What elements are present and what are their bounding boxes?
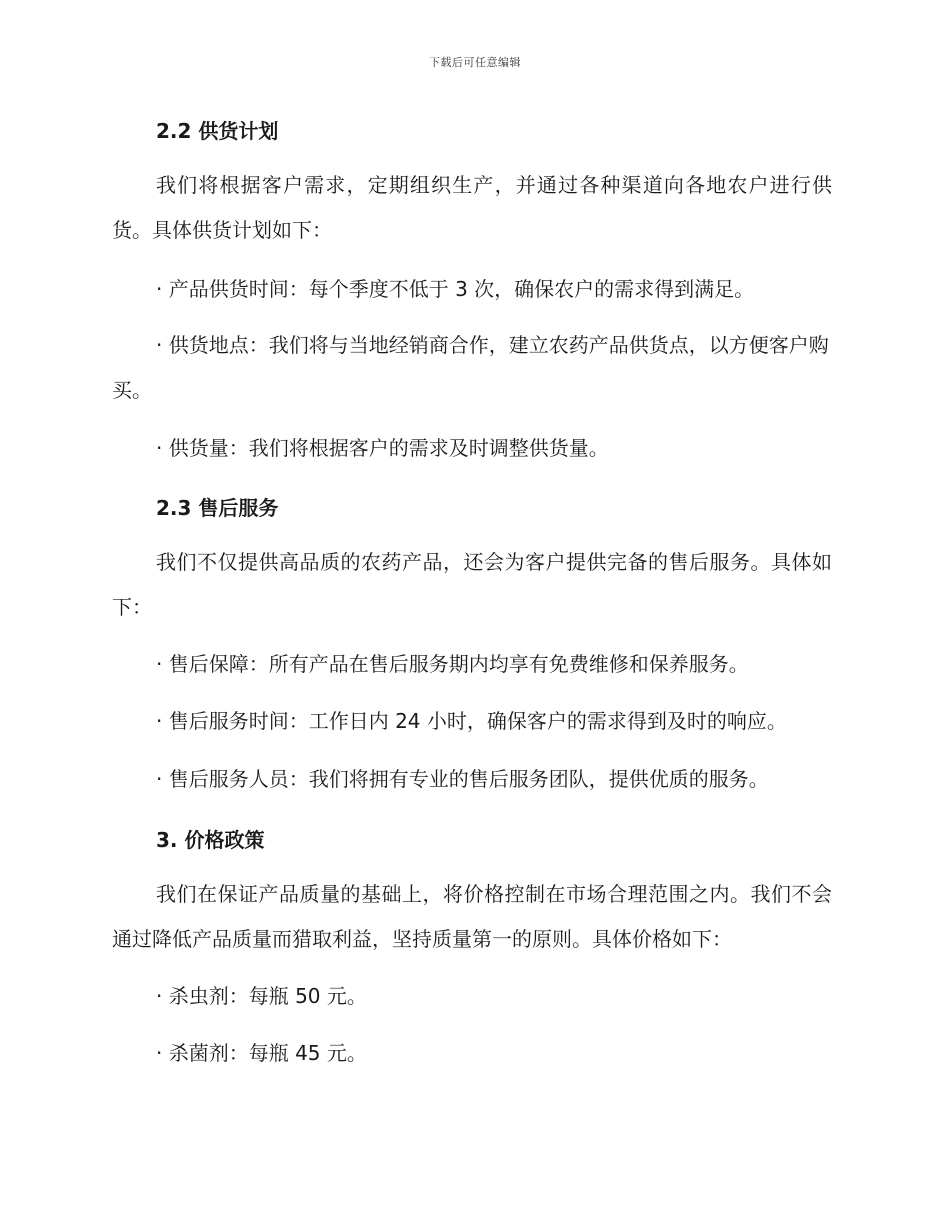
page-header-note: 下载后可任意编辑 (429, 56, 521, 69)
paragraph-pricing-intro: 我们在保证产品质量的基础上，将价格控制在市场合理范围之内。我们不会通过降低产品质量而猎取利益，坚持质量第一的原则。具体价格如下： (112, 882, 832, 951)
bullet-supply-time: · 产品供货时间：每个季度不低于 3 次，确保农户的需求得到满足。 (156, 277, 755, 301)
paragraph-supply-intro: 我们将根据客户需求，定期组织生产，并通过各种渠道向各地农户进行供货。具体供货计划如下： (112, 173, 832, 242)
bullet-after-sales-guarantee: · 售后保障：所有产品在售后服务期内均享有免费维修和保养服务。 (156, 652, 749, 676)
bullet-price-insecticide: · 杀虫剂：每瓶 50 元。 (156, 984, 367, 1008)
bullet-price-fungicide: · 杀菌剂：每瓶 45 元。 (156, 1041, 367, 1065)
section-heading-after-sales: 2.3 售后服务 (156, 496, 279, 520)
bullet-after-sales-staff: · 售后服务人员：我们将拥有专业的售后服务团队，提供优质的服务。 (156, 767, 769, 791)
section-heading-supply-plan: 2.2 供货计划 (156, 119, 279, 143)
bullet-after-sales-time: · 售后服务时间：工作日内 24 小时，确保客户的需求得到及时的响应。 (156, 709, 787, 733)
bullet-supply-location: · 供货地点：我们将与当地经销商合作，建立农药产品供货点，以方便客户购买。 (112, 333, 829, 402)
paragraph-after-sales-intro: 我们不仅提供高品质的农药产品，还会为客户提供完备的售后服务。具体如下： (112, 550, 832, 619)
section-heading-pricing: 3. 价格政策 (156, 828, 265, 852)
bullet-supply-quantity: · 供货量：我们将根据客户的需求及时调整供货量。 (156, 436, 609, 460)
